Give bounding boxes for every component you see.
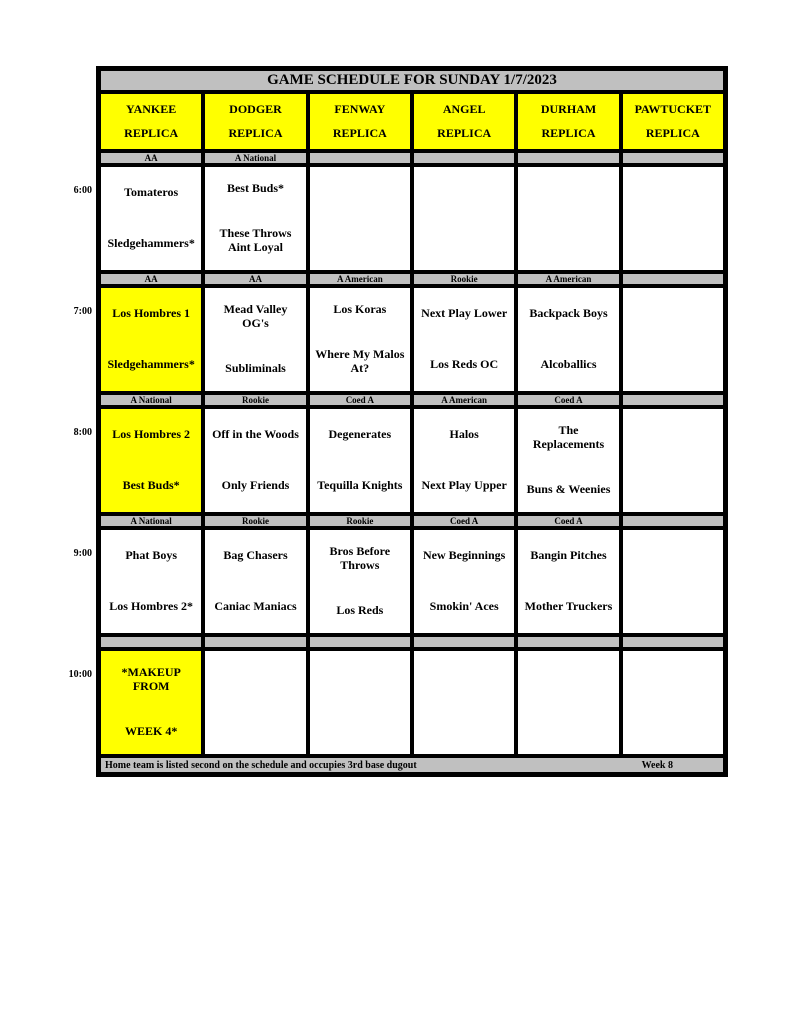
home-team: Sledgehammers* [107,236,195,251]
division-label: AA [99,151,203,165]
game-cell [99,165,203,272]
away-team: Bros Before Throws [329,544,391,573]
game-cell [203,165,307,272]
division-label [412,151,516,165]
time-label-800: 8:00 [73,427,92,438]
home-team: Tequilla Knights [317,478,403,493]
column-header-line: ANGEL [442,102,486,117]
home-team: Los Hombres 2* [109,599,194,614]
away-team: Phat Boys [125,547,177,562]
division-label: A American [308,272,412,286]
game-cell [203,286,307,393]
division-label [412,635,516,649]
division-label: Coed A [308,393,412,407]
division-label: Coed A [516,514,620,528]
division-label: A National [203,151,307,165]
column-header-line: DODGER [229,102,282,117]
home-team: WEEK 4* [124,723,178,738]
column-header-line: PAWTUCKET [634,102,712,117]
division-label: AA [99,272,203,286]
column-header-angel [412,92,516,151]
home-team: Sledgehammers* [107,357,195,372]
game-cell [412,165,516,272]
home-team: Alcoballics [540,357,597,372]
game-cell [412,286,516,393]
division-label: Rookie [412,272,516,286]
game-cell [621,649,725,756]
division-label [516,635,620,649]
division-label [308,635,412,649]
game-cell [621,286,725,393]
home-team: Best Buds* [122,478,180,493]
game-cell-makeup [99,649,203,756]
division-label: Rookie [203,514,307,528]
division-label: Rookie [203,393,307,407]
column-header-line: REPLICA [124,125,179,140]
footer-note: Home team is listed second on the schedule and occupies 3rd base dugout [105,759,417,771]
game-cell [203,528,307,635]
column-header-line: REPLICA [645,125,700,140]
away-team: Los Hombres 2 [112,426,191,441]
away-team: Off in the Woods [212,426,299,441]
footer-bar [99,756,725,774]
away-team: Backpack Boys [529,305,608,320]
away-team: *MAKEUP FROM [121,665,181,694]
page-title: GAME SCHEDULE FOR SUNDAY 1/7/2023 [99,69,725,92]
division-label: A National [99,393,203,407]
division-label: AA [203,272,307,286]
column-header-line: REPLICA [228,125,283,140]
away-team: Bangin Pitches [530,547,607,562]
game-cell [308,165,412,272]
away-team: Halos [449,426,479,441]
game-cell [308,528,412,635]
division-label: Coed A [516,393,620,407]
away-team: Degenerates [328,426,392,441]
game-cell [203,649,307,756]
game-cell [621,528,725,635]
home-team: Only Friends [221,478,290,493]
game-cell [516,649,620,756]
division-label [99,635,203,649]
schedule-table [96,66,728,777]
game-cell [203,407,307,514]
column-header-fenway [308,92,412,151]
home-team: Buns & Weenies [526,481,611,496]
division-label: Rookie [308,514,412,528]
game-cell [516,165,620,272]
division-label [308,151,412,165]
column-header-line: DURHAM [540,102,597,117]
division-label [621,635,725,649]
time-label-900: 9:00 [73,548,92,559]
game-cell [621,407,725,514]
column-header-line: REPLICA [541,125,596,140]
time-label-700: 7:00 [73,306,92,317]
home-team: Mother Truckers [524,599,613,614]
game-cell [516,407,620,514]
game-cell [621,165,725,272]
column-header-line: REPLICA [332,125,387,140]
game-cell [99,407,203,514]
column-header-dodger [203,92,307,151]
game-cell [99,286,203,393]
column-header-pawtucket [621,92,725,151]
division-label [516,151,620,165]
away-team: Mead Valley OG's [223,302,288,331]
column-header-line: REPLICA [437,125,492,140]
home-team: Where My Malos At? [315,346,405,375]
column-header-line: YANKEE [126,102,177,117]
division-label: A American [412,393,516,407]
away-team: Bag Chasers [223,547,288,562]
game-cell [412,407,516,514]
division-label [621,151,725,165]
away-team: Los Hombres 1 [112,305,191,320]
game-cell [99,528,203,635]
division-label: A National [99,514,203,528]
time-label-1000: 10:00 [68,669,92,680]
column-header-line: FENWAY [334,102,386,117]
home-team: Smokin' Aces [429,599,499,614]
division-label [621,393,725,407]
home-team: Next Play Upper [421,478,507,493]
game-cell [308,286,412,393]
game-cell [412,649,516,756]
away-team: Next Play Lower [421,305,508,320]
home-team: Subliminals [225,360,286,375]
away-team: Los Koras [333,302,387,317]
home-team: Los Reds OC [430,357,499,372]
game-cell [516,286,620,393]
home-team: These Throws Aint Loyal [219,225,292,254]
footer-week: Week 8 [641,759,673,771]
game-cell [412,528,516,635]
away-team: The Replacements [532,423,605,452]
game-cell [308,649,412,756]
division-label [621,272,725,286]
division-label: A American [516,272,620,286]
away-team: New Beginnings [422,547,506,562]
game-cell [516,528,620,635]
game-cell [308,407,412,514]
column-header-durham [516,92,620,151]
column-header-yankee [99,92,203,151]
division-label [203,635,307,649]
away-team: Best Buds* [226,181,284,196]
home-team: Caniac Maniacs [214,599,297,614]
time-label-600: 6:00 [73,185,92,196]
division-label [621,514,725,528]
away-team: Tomateros [124,184,179,199]
home-team: Los Reds [336,602,384,617]
division-label: Coed A [412,514,516,528]
